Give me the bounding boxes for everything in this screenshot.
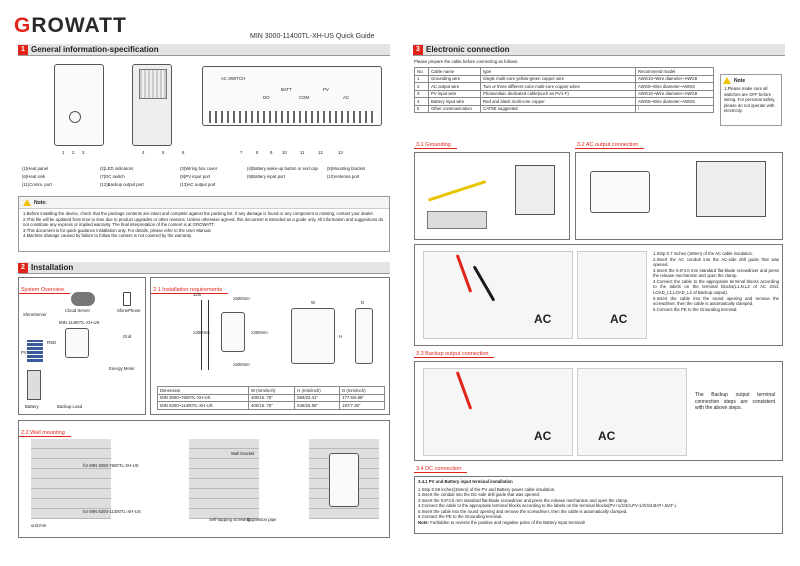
section-title: Installation — [31, 263, 74, 272]
growatt-logo: GROWATT — [14, 14, 127, 37]
label-do: DO — [263, 95, 270, 100]
wire-red — [456, 254, 472, 293]
warning-icon — [723, 77, 731, 84]
section-title: Electronic connection — [426, 45, 510, 54]
table-header-row: Dimension W (mm/inch) H (mm/inch) D (mm/inch) — [158, 387, 385, 395]
backup-note: The Backup output terminal connection steps are consistent with the above steps. — [695, 392, 775, 411]
label-expansion-pipe: Expansion pipe — [247, 517, 277, 522]
step-line: 4.Connect the cable to the appropriate terminal blocks according to the labels on the terminal blocks(PV+1/2/3/4,PV-1/2/3/4,BAT+,BAT-). — [418, 503, 677, 509]
heat-fins — [209, 111, 377, 123]
warning-icon — [23, 199, 31, 206]
table-row: 4 Battery input wire Red and black multi-core copper AWG8~Wire diameter~AWG6 — [415, 98, 714, 106]
ac-connection-panel — [575, 152, 783, 240]
step-line: 1.Strip 0.7 inches (18mm) of the AC cable insulation. — [653, 251, 754, 256]
ac-terminal-closeup — [577, 251, 647, 339]
backup-panel — [414, 361, 783, 461]
label-phone: ShinePhone — [117, 308, 141, 313]
section-title: General information-specification — [31, 45, 159, 54]
heat-sink — [139, 69, 167, 99]
wall-mounting-panel — [18, 420, 390, 538]
note-title: Note: — [34, 199, 47, 206]
note-text: 1.Please make sure all switches are OFF before wiring. For personal safety, please do not operate with electricity. — [724, 86, 776, 114]
terminal-icon — [427, 211, 487, 229]
table-row: MIN 8200~11400TL-XH-US 400/15. 75" 649/25.55" 187/7.36" — [158, 402, 385, 410]
table-row: 3 PV input wire Photovoltaic dedicated cable(such as PV1-F) AWG10~Wire diameter~AWG8 — [415, 90, 714, 98]
dim-top: ≥500mm — [233, 296, 250, 301]
dc-subtitle: 3.4.1 PV and Battery input terminal installation — [418, 479, 513, 484]
wire-black — [473, 265, 496, 301]
label-ac: AC — [343, 95, 349, 100]
note-line: 1.Before installing the device, check that the package contents are intact and complete against the packing list. If any damage is found or any component is missing, contact your dealer. — [23, 211, 374, 217]
grounding-panel — [414, 152, 570, 240]
table-row: 2 AC output wire Two or three different color multi-core copper wires AWG8~Wire diameter~AWG6 — [415, 83, 714, 91]
wall-bricks — [31, 439, 111, 519]
side-view — [132, 64, 172, 146]
front-view — [54, 64, 104, 146]
battery-icon — [27, 370, 41, 400]
table-row: MIN 3000~7600TL-XH-US 400/15. 75" 569/22.41" 177.5/6.98" — [158, 394, 385, 402]
label-cloud: Cloud Server — [65, 308, 91, 313]
label-pv: PV — [323, 87, 329, 92]
dc-panel — [414, 476, 783, 534]
note-line: 3.This document is for quick guidance installation only. For details, please refer to the User Manual. — [23, 227, 212, 233]
step-line: 5.Insert the cable into the round opening and remove the screwdriver, then the cable is automatically clamped. — [418, 508, 628, 514]
ac-inverter-drawing — [590, 171, 650, 213]
table-header-row: No. Cable name type Recommend model — [415, 68, 714, 76]
bottom-panel — [202, 66, 382, 126]
crimp-tool-icon — [515, 165, 555, 215]
step-line: 6.Connect the PE to the Grounding terminal. — [653, 306, 738, 312]
cloud-icon — [71, 292, 95, 306]
step-line: 2.Insert the AC conduit into the AC-side drill guide that was opened. — [653, 256, 779, 268]
label-unit: unit:mm — [31, 523, 47, 528]
label-grid: Grid — [123, 334, 132, 339]
step-line: 2.Insert the conduit into the DC-side drill guide that was opened. — [418, 492, 541, 498]
ac-label: AC — [534, 312, 552, 326]
step-line: 5.Insert the cable into the round opening and remove the screwdriver, then the cable is automatically clamped. — [653, 295, 779, 307]
requirements-title: 2.1 Installation requirements — [151, 287, 228, 294]
phone-icon — [123, 292, 131, 306]
led-indicator-icon — [69, 111, 81, 123]
mounted-wall-drawing — [309, 439, 379, 519]
label-rsd: RSD — [47, 340, 57, 345]
installation-requirements-panel — [150, 277, 390, 415]
label-batt: BATT — [281, 87, 292, 92]
note-line: 4.Machine damage caused by failure to follow the content is not covered by the warranty. — [23, 233, 193, 239]
ac-connection-title: 3.2 AC output connection — [575, 142, 644, 149]
label-com: COM — [299, 95, 310, 100]
inverter-icon — [65, 328, 89, 358]
dimension-table — [157, 386, 385, 410]
dc-note: Note: Forbidden to reverse the positive and negative poles of the Battery input terminal! — [418, 520, 585, 526]
label-model-a: for MIN 3000-7600TL-XH-US — [83, 463, 139, 468]
label-inverter: MIN 11400TL-XH-US — [59, 320, 100, 325]
system-overview-panel — [18, 277, 146, 415]
backup-terminal-closeup — [577, 368, 687, 456]
label-meter: Energy Meter — [109, 366, 135, 371]
dim-bottom: ≥500mm — [233, 362, 250, 367]
label-backup-load: Backup Load — [57, 404, 83, 409]
label-ac-switch: AC SWITCH — [221, 76, 246, 81]
section-number: 2 — [18, 263, 28, 273]
device-drawings: AC SWITCH DO BATT COM PV AC 1 2 3 4 5 6 7 8 9 10 11 12 13 — [22, 58, 392, 158]
dim-d: D — [361, 300, 365, 305]
dim-side-left: ≥300mm — [193, 330, 210, 335]
electric-note-box — [720, 74, 782, 126]
label-self-tapping: Self-tapping screwing — [209, 517, 251, 522]
step-line: 4.Connect the cable to the appropriate terminal blocks according to the labels on the terminal blocks(L1,N,L2 of AC Grid, LOAD_L1,LOAD_L2 of Backup output). — [653, 278, 779, 296]
ac-stripping-tool-icon — [696, 161, 766, 217]
dim-side-right: ≥300mm — [251, 330, 268, 335]
ac-terminal-photo — [423, 251, 573, 339]
front-dimension-drawing — [291, 308, 335, 364]
section-number: 1 — [18, 45, 28, 55]
backup-title: 3.3 Backup output connection — [414, 351, 494, 358]
step-line: 1.Strip 0.59 inches(15mm) of the PV and Battery power cable insulation. — [418, 486, 556, 492]
ground-wire-icon — [420, 154, 486, 201]
cable-table — [414, 67, 714, 113]
wire-red — [456, 371, 472, 410]
section-2-header — [18, 262, 390, 274]
section-1-header — [18, 44, 390, 56]
wall-mounting-title: 2.2 Wall mounting — [19, 430, 71, 437]
inverter-clearance-drawing — [221, 312, 245, 352]
table-row: 1 Grounding wire Single multi-core yellow-green copper wire AWG10~Wire diameter~AWG8 — [415, 75, 714, 83]
table-row: 5 Other communication CAT5E suggested / — [415, 105, 714, 113]
label-wall-bracket: Wall bracket — [231, 451, 255, 456]
dc-title: 3.4 DC connection — [414, 466, 467, 473]
backup-ac-label: AC — [534, 429, 552, 443]
label-model-b: for MIN 8200-11400TL-XH-US — [83, 509, 141, 514]
ac-steps — [653, 251, 779, 312]
label-battery: Battery — [25, 404, 39, 409]
side-dimension-drawing — [355, 308, 373, 364]
note-line: 2.This file will be updated from time to time due to product upgrades or other reasons. Unless otherwise agreed, this document is intended as a guide only. All information and suggestions do not constitute any express or implied warranty. The final interpretation of the content is at GROWATT. — [23, 216, 384, 228]
cable-intro: Please prepare the cable before connecting as follows. — [414, 59, 519, 64]
section-number: 3 — [413, 45, 423, 55]
note-title: Note — [734, 77, 746, 84]
document-title: MIN 3000-11400TL-XH-US Quick Guide — [250, 33, 375, 40]
backup-ac-label-2: AC — [598, 429, 616, 443]
step-line: 3.Insert the 0.6*3.5 mm standard flat-blade screwdriver and press the release mechanism and open the clamp. — [418, 497, 629, 503]
section-3-header — [413, 44, 785, 56]
note-box — [18, 196, 390, 252]
dim-gap: 12in — [193, 292, 202, 297]
grounding-title: 3.1 Grounding — [414, 142, 457, 149]
label-shineserver: ShineServer — [23, 312, 47, 317]
dim-w: W — [311, 300, 316, 305]
pv-panel-icon — [27, 340, 43, 362]
dim-h: H — [339, 334, 343, 339]
system-overview-title: System Overview — [19, 287, 70, 294]
label-pv: PV — [21, 350, 27, 355]
mounted-inverter-icon — [329, 453, 359, 507]
step-line: 3.Insert the 0.6*4.0 mm standard flat-blade screwdriver and press the release mechanism and open the clamp. — [653, 267, 779, 279]
ac-wiring-panel — [414, 244, 783, 346]
backup-terminal-photo — [423, 368, 573, 456]
step-line: 6.Connect the PE to the Grounding terminal. — [418, 514, 503, 520]
ac-label-2: AC — [610, 312, 628, 326]
component-legend: (1)Heat panel (2)LED indicators (3)Wiring box cover (4)Battery wake-up button or end cap (5)Mounting bracket (6)Heat sink (7)DC switch (8)PV input port (9)Battery input port (10)Antenna port (11)Comm. port (12)Backup output port (13)AC output port — [22, 166, 366, 187]
